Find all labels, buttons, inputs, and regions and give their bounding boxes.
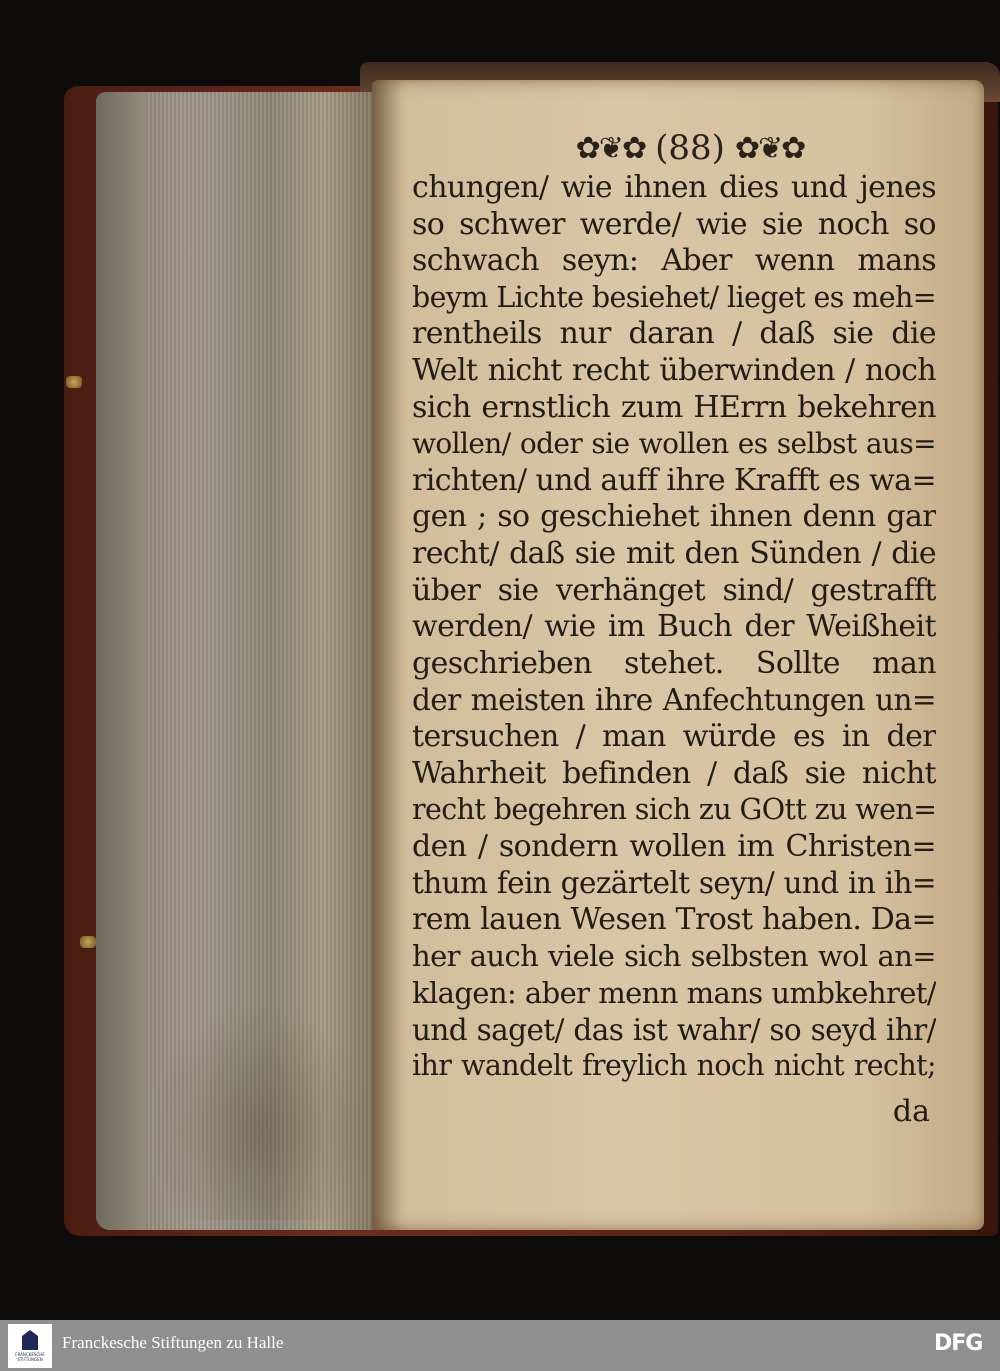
text-line: recht begehren sich zu GOtt zu wen= <box>412 793 936 827</box>
page-gutter-shadow <box>372 80 402 1230</box>
ornament-right-icon: ✿❦✿ <box>734 130 805 166</box>
text-line: beym Lichte besiehet/ lieget es meh= <box>412 280 936 314</box>
page-number: (88) <box>655 128 725 168</box>
text-line: gen ; so geschiehet ihnen denn gar <box>412 499 936 535</box>
text-line: und saget/ das ist wahr/ so seyd ihr/ <box>412 1012 936 1047</box>
water-stain <box>150 1000 370 1220</box>
text-line: Welt nicht recht überwinden / noch <box>412 352 936 388</box>
text-line: so schwer werde/ wie sie noch so <box>412 206 936 242</box>
text-line: über sie verhänget sind/ gestrafft <box>412 572 936 608</box>
text-line: recht/ daß sie mit den Sünden / die <box>412 535 936 571</box>
logo-caption: FRANCKESCHE STIFTUNGEN <box>15 1352 45 1362</box>
page-header <box>560 126 820 170</box>
text-line: thum fein gezärtelt seyn/ und in ih= <box>412 866 936 901</box>
catchword: da <box>892 1094 930 1129</box>
text-line: geschrieben stehet. Sollte man <box>412 645 936 681</box>
clasp-pin-upper <box>66 376 82 388</box>
text-line: Wahrheit befinden / daß sie nicht <box>412 755 936 791</box>
text-line: rem lauen Wesen Trost haben. Da= <box>412 901 936 937</box>
page-body-text <box>412 170 936 1085</box>
text-line: schwach seyn: Aber wenn mans <box>412 243 936 279</box>
text-line: rentheils nur daran / daß sie die <box>412 316 936 352</box>
text-line: den / sondern wollen im Christen= <box>412 828 936 864</box>
text-line: werden/ wie im Buch der Weißheit <box>412 609 936 645</box>
institution-logo[interactable] <box>8 1324 52 1368</box>
text-line: tersuchen / man würde es in der <box>412 718 936 754</box>
text-line: chungen/ wie ihnen dies und jenes <box>412 170 936 205</box>
institution-name[interactable]: Franckesche Stiftungen zu Halle <box>62 1333 284 1352</box>
dfg-logo[interactable]: DFG <box>934 1331 983 1356</box>
text-line: sich ernstlich zum HErrn bekehren <box>412 389 936 425</box>
text-line: klagen: aber menn mans umbkehret/ <box>412 976 936 1011</box>
text-line: ihr wandelt freylich noch nicht recht; <box>412 1049 936 1083</box>
clasp-pin-lower <box>80 936 96 948</box>
text-line: der meisten ihre Anfechtungen un= <box>412 683 936 718</box>
text-line: her auch viele sich selbsten wol an= <box>412 939 936 974</box>
ornament-left-icon: ✿❦✿ <box>575 130 646 166</box>
text-line: richten/ und auff ihre Krafft es wa= <box>412 462 936 498</box>
building-icon <box>22 1330 38 1350</box>
text-line: wollen/ oder sie wollen es selbst aus= <box>412 427 936 461</box>
fore-edge-shadow <box>96 92 146 1230</box>
